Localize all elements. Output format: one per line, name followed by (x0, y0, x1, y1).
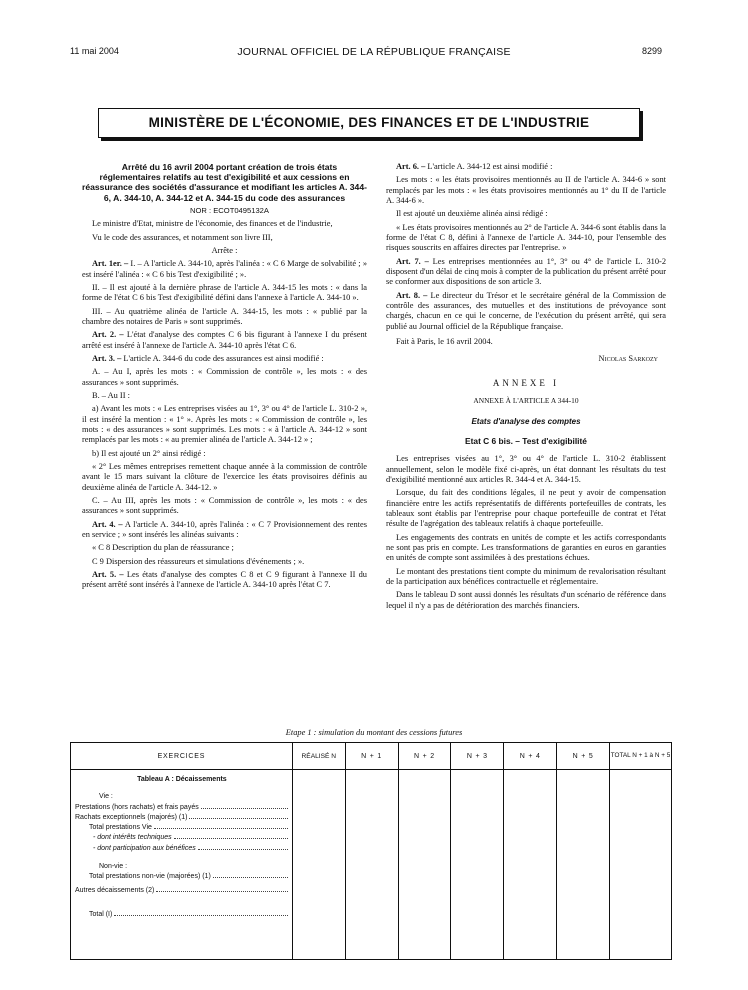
paragraph: C. – Au III, après les mots : « Commission de contrôle », les mots : « des assurances » sont supprimés. (82, 496, 367, 516)
article-7 (386, 257, 666, 288)
value-cell (504, 770, 557, 960)
value-cell (292, 770, 345, 960)
paragraph: « 2° Les mêmes entreprises remettent chaque année à la commission de contrôle avant le 15 mars suivant la clôture de l'exercice les états provisoires définis au deuxième alinéa de l'article A. 344-12. » (82, 462, 367, 492)
paragraph: III. – Au quatrième alinéa de l'article A. 344-15, les mots : « publié par la chambre des notaires de Paris » sont supprimés. (82, 306, 367, 326)
column-header: N + 5 (557, 743, 610, 770)
header-page-number: 8299 (642, 46, 663, 56)
paragraph: Lorsque, du fait des conditions légales, il ne peut y avoir de compensation financière entre les actifs représentatifs de différents portefeuilles de contrats, les tableaux sont établis par l'entreprise pour chaque portefeuille de contrat et l'état résulte de l'agrégation des tableaux relatifs à chaque portefeuille. (386, 488, 666, 529)
row-label (75, 821, 289, 831)
value-cell (451, 770, 504, 960)
leader-dots (156, 891, 287, 892)
column-header: N + 1 (345, 743, 398, 770)
article-text: Les états d'analyse des comptes C 8 et C 9 figurant à l'annexe II du présent arrêté sont insérés à l'annexe de l'article A. 344-10 après l'état C 7. (82, 570, 367, 590)
article-text: L'article A. 344-12 est ainsi modifié : (427, 162, 553, 171)
value-cell (610, 770, 672, 960)
row-label-text: Total prestations Vie (89, 824, 152, 832)
value-cell (345, 770, 398, 960)
row-label-text: Prestations (hors rachats) et frais payés (75, 803, 199, 811)
nor-reference: NOR : ECOT0495132A (190, 205, 269, 215)
row-label-text: Vie : (99, 793, 113, 801)
ministry-title: MINISTÈRE DE L'ÉCONOMIE, DES FINANCES ET DE L'INDUSTRIE (148, 115, 590, 130)
article-text: Le directeur du Trésor et le secrétaire général de la Commission de contrôle des assurances, des mutuelles et des institutions de prévoyance sont chargés, chacun en ce qui le concerne, de l'exécution du présent arrêté, qui sera publié au Journal officiel de la République française. (386, 290, 667, 331)
article-label: Art. 7. – (396, 256, 429, 266)
signature-place-date: Fait à Paris, le 16 avril 2004. (396, 337, 493, 347)
row-label-text: Total prestations non-vie (majorées) (1) (89, 873, 211, 881)
row-label (75, 880, 289, 894)
paragraph: Le ministre d'Etat, ministre de l'économie, des finances et de l'industrie, (92, 219, 333, 229)
paragraph: A. – Au I, après les mots : « Commission de contrôle », les mots : « des assurances » sont supprimés. (82, 367, 367, 387)
row-label (75, 831, 289, 841)
article-text: L'article A. 344-6 du code des assurances est ainsi modifié : (123, 353, 324, 363)
article-5 (82, 570, 367, 591)
leader-dots (213, 877, 288, 878)
paragraph: b) Il est ajouté un 2° ainsi rédigé : (92, 448, 206, 458)
article-8 (386, 291, 666, 332)
leader-dots (174, 838, 288, 839)
row-labels-cell (71, 770, 293, 960)
row-label-text: Autres décaissements (2) (75, 887, 155, 895)
row-label (75, 811, 289, 821)
section-title: Tableau A : Décaissements (137, 776, 227, 783)
annexe-heading: ANNEXE I (492, 377, 560, 388)
row-label (75, 790, 289, 800)
paragraph: Les mots : « les états provisoires mentionnés au II de l'article A. 344-6 » sont remplacés par les mots : « les états provisoires mentionnés au 1° du II de l'article A. 344-6 ». (386, 175, 666, 206)
article-label: Art. 2. – (92, 330, 124, 340)
article-3 (82, 354, 367, 364)
article-text: Les entreprises mentionnées au 1°, 3° ou 4° de l'article L. 310-2 disposent d'un délai de cinq mois à compter de la publication du présent arrêté pour se conformer aux dispositions de son article 3. (386, 256, 667, 287)
row-label (75, 852, 289, 870)
table-header-row (71, 743, 672, 770)
column-header: TOTAL N + 1 à N + 5 (610, 743, 672, 770)
table-caption: Etape 1 : simulation du montant des cessions futures (285, 728, 463, 737)
row-label-text: - dont participation aux bénéfices (93, 844, 196, 852)
row-label-text: Rachats exceptionnels (majorés) (1) (75, 813, 188, 821)
paragraph: « Les états provisoires mentionnés au 2° de l'article A. 344-6 sont établis dans la forme de l'état C 8, défini à l'annexe de l'article A. 344-10, pour l'ensemble des risques souscrits en affaires directes par l'entreprise. » (386, 222, 666, 253)
decaissements-table (70, 742, 672, 960)
table-row (71, 770, 672, 960)
article-text: I. – A l'article A. 344-10, après l'alinéa : « C 6 Marge de solvabilité ; » est inséré l'alinéa : « C 6 bis Test d'exigibilité ; ». (82, 259, 368, 279)
column-header: N + 4 (504, 743, 557, 770)
paragraph: II. – Il est ajouté à la dernière phrase de l'article A. 344-15 les mots : « dans la forme de l'état C 6 bis Test d'exigibilité défini dans l'annexe à l'article A. 344-10 ». (82, 282, 367, 303)
paragraph: Les entreprises visées au 1°, 3° ou 4° de l'article L. 310-2 établissent annuellement, selon le modèle fixé ci-après, un état donnant les résultats du test d'exigibilité mentionné aux articles R. 344-4 et A. 344-15. (386, 454, 666, 484)
paragraph: Le montant des prestations tient compte du minimum de revalorisation résultant de la participation aux bénéfices contractuelle et réglementaire. (386, 566, 666, 586)
row-label-text: Total (I) (89, 911, 113, 919)
header-date: 11 mai 2004 (70, 46, 119, 56)
article-label: Art. 5. – (92, 570, 124, 580)
signer-name: Nicolas Sarkozy (598, 353, 658, 363)
row-label (75, 894, 289, 918)
column-header: RÉALISÉ N (292, 743, 345, 770)
leader-dots (198, 849, 288, 850)
leader-dots (201, 808, 288, 809)
row-label (75, 841, 289, 851)
paragraph: Vu le code des assurances, et notamment son livre III, (92, 232, 273, 242)
row-label (75, 800, 289, 810)
article-1 (82, 259, 367, 280)
leader-dots (189, 818, 287, 819)
value-cell (398, 770, 451, 960)
article-2 (82, 330, 367, 351)
leader-dots (114, 915, 287, 916)
paragraph: « C 8 Description du plan de réassurance ; (92, 543, 234, 553)
article-label: Art. 1er. – (92, 259, 129, 269)
etats-heading: Etats d'analyse des comptes (471, 416, 581, 426)
article-text: A l'article A. 344-10, après l'alinéa : « C 7 Provisionnement des rentes en service ; » sont insérés les alinéas suivants : (82, 519, 367, 540)
paragraph: Il est ajouté un deuxième alinéa ainsi rédigé : (396, 209, 548, 219)
article-6 (386, 162, 666, 172)
annexe-subheading: ANNEXE À L'ARTICLE A 344-10 (473, 396, 579, 406)
paragraph: a) Avant les mots : « Les entreprises visées au 1°, 3° ou 4° de l'article L. 310-2 », il est inséré la mention : « 1° ». Après les mots : « Commission de contrôle », les mots : « des assurances » sont supprimés. Les mots : « à l'article A. 344-12 » sont remplacés par les mots : « au premier alinéa de l'article A. 344-12 » ; (82, 404, 367, 445)
row-label-text: Non-vie : (99, 862, 128, 870)
ministry-banner (98, 108, 640, 138)
column-header: N + 2 (398, 743, 451, 770)
value-cell (557, 770, 610, 960)
paragraph: Dans le tableau D sont aussi donnés les résultats d'un scénario de référence dans lequel il n'y a pas de détérioration des marchés financiers. (386, 590, 666, 610)
arrete-heading: Arrête : (211, 245, 238, 255)
decree-title: Arrêté du 16 avril 2004 portant création de trois états réglementaires relatifs au test d'exigibilité et aux cessions en réassurance des sociétés d'assurance et modifiant les articles A. 344-6, A. 344-10, A. 344-12 et A. 344-15 du code des assurances (82, 162, 367, 203)
paragraph: C 9 Dispersion des réassureurs et simulations d'événements ; ». (92, 556, 305, 566)
article-text: L'état d'analyse des comptes C 6 bis figurant à l'annexe I du présent arrêté est inséré à l'annexe de l'article A. 344-10 après l'état C 6. (82, 330, 368, 350)
article-label: Art. 8. – (396, 290, 428, 300)
etat-c6-heading: Etat C 6 bis. – Test d'exigibilité (465, 435, 587, 446)
column-header: N + 3 (451, 743, 504, 770)
article-label: Art. 3. – (92, 353, 122, 363)
column-header: EXERCICES (71, 743, 293, 770)
header-title: JOURNAL OFFICIEL DE LA RÉPUBLIQUE FRANÇAISE (237, 46, 511, 58)
article-4 (82, 520, 367, 541)
left-column (82, 162, 367, 594)
row-label-text: - dont intérêts techniques (93, 834, 172, 842)
paragraph: B. – Au II : (92, 390, 130, 400)
leader-dots (154, 828, 288, 829)
right-column (386, 162, 666, 614)
paragraph: Les engagements des contrats en unités de compte et les actifs correspondants ne sont pas pris en compte. Les transformations de garanties en euros en garanties en unités de compte sont assimilées à des prestations échues. (386, 532, 666, 563)
article-label: Art. 4. – (92, 519, 123, 529)
row-label (75, 870, 289, 880)
article-label: Art. 6. – (396, 162, 426, 171)
